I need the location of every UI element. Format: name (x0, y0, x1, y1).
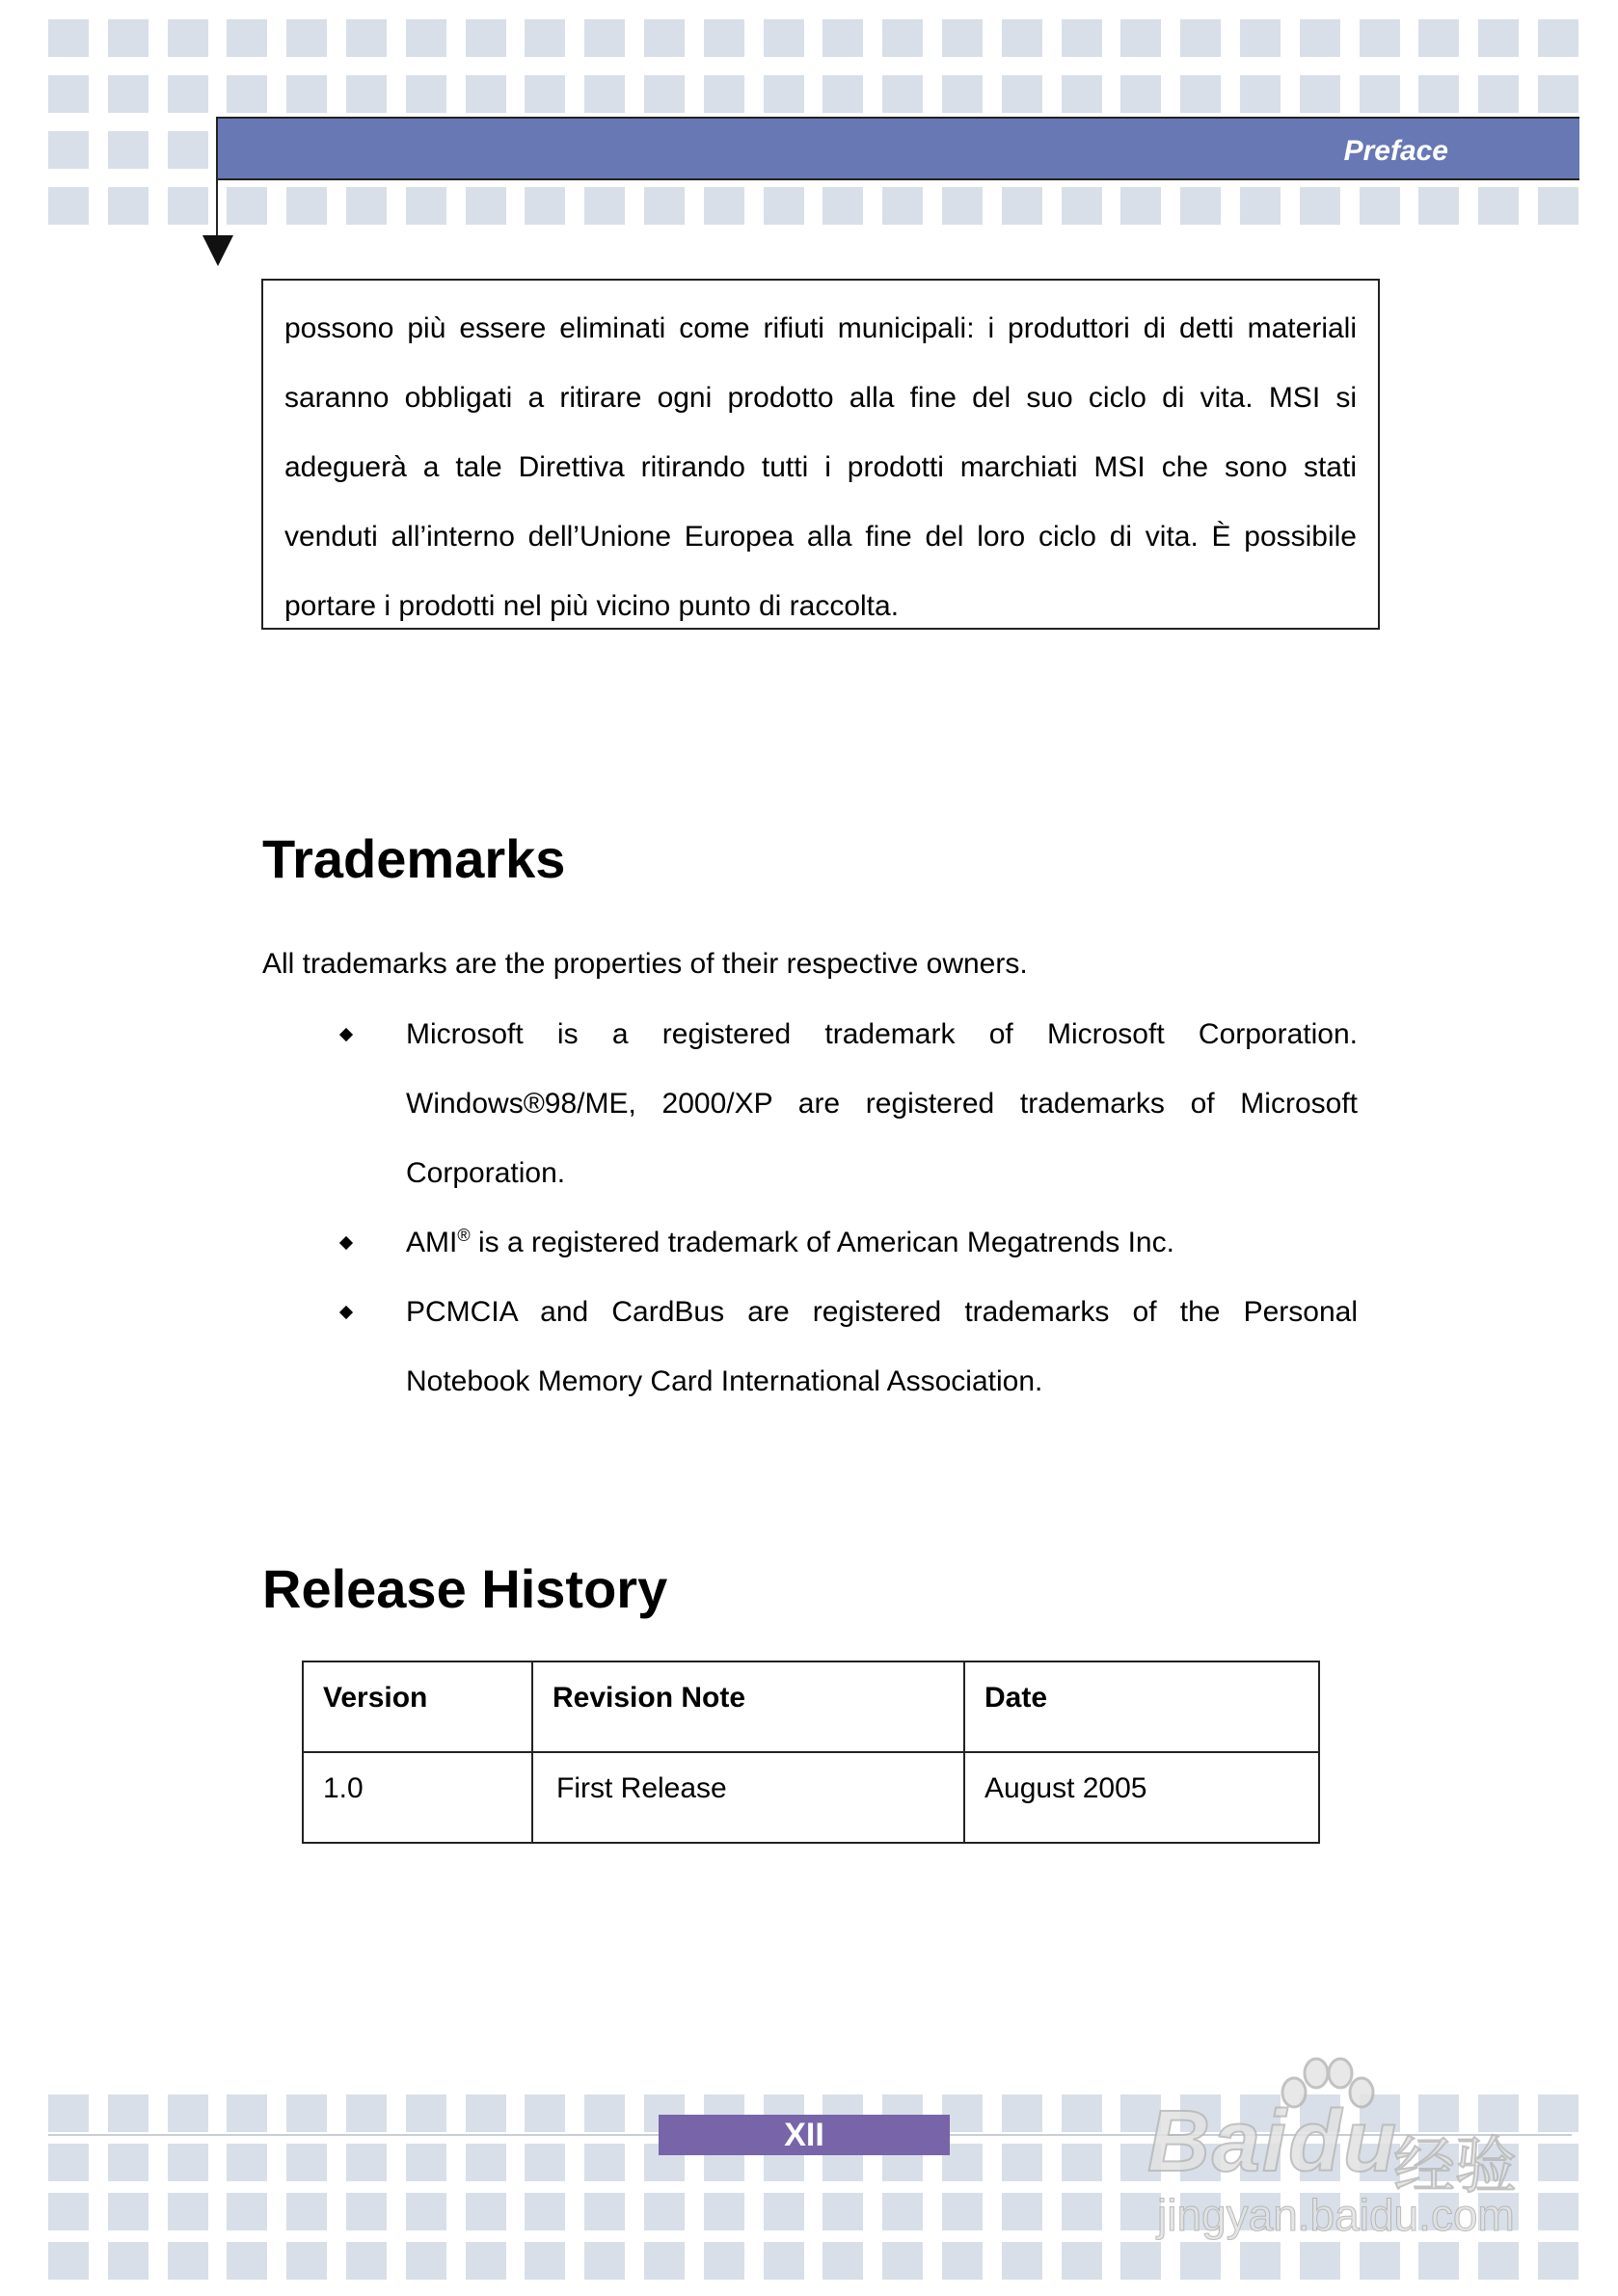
decor-tile (168, 2144, 208, 2181)
decor-tile (1240, 19, 1281, 57)
decor-tile (466, 2094, 506, 2132)
decor-tile (1240, 187, 1281, 225)
decor-tile (286, 2193, 327, 2230)
decor-tile (286, 75, 327, 113)
decor-tile (227, 19, 267, 57)
decor-tile (1538, 2193, 1578, 2230)
decor-tile (1062, 2094, 1102, 2132)
decor-tile (168, 187, 208, 225)
decor-tile (822, 75, 863, 113)
decor-tile (584, 187, 625, 225)
decor-tile (1418, 75, 1459, 113)
decor-tile (346, 2193, 387, 2230)
column-header-version: Version (303, 1661, 532, 1752)
decor-tile (1062, 2144, 1102, 2181)
decor-tile (1062, 2193, 1102, 2230)
decor-tile (1062, 187, 1102, 225)
decor-tile (882, 75, 923, 113)
trademark-ami: is a registered trademark of American Megatrends Inc. (470, 1227, 1174, 1258)
decor-tile (48, 75, 89, 113)
decor-tile (525, 187, 565, 225)
baidu-jingyan-watermark (1147, 2073, 1543, 2240)
decor-tile (704, 75, 744, 113)
decor-tile (1538, 2144, 1578, 2181)
diamond-bullet-icon (339, 1236, 353, 1250)
decor-tile (644, 19, 685, 57)
decor-tile (406, 2242, 446, 2280)
decor-tile (227, 187, 267, 225)
decor-tile (286, 19, 327, 57)
trademark-microsoft: Microsoft is a registered trademark of Microsoft Corporation. Windows®98/ME, 2000/XP are registered trademarks of Microsoft Corporation. (406, 1018, 1358, 1189)
decor-tile (48, 2242, 89, 2280)
watermark-brand-cn: 经验 (1393, 2131, 1517, 2201)
decor-tile (227, 2094, 267, 2132)
header-connector-line (216, 178, 218, 236)
release-history-table (302, 1661, 1320, 1844)
decor-tile (1120, 2242, 1161, 2280)
decor-tile (286, 2242, 327, 2280)
decor-tile (1002, 187, 1042, 225)
decor-tile (108, 2094, 148, 2132)
decor-tile (1360, 2242, 1400, 2280)
decor-tile (525, 2193, 565, 2230)
decor-tile (1180, 75, 1221, 113)
decor-tile (584, 2144, 625, 2181)
decor-tile (346, 187, 387, 225)
section-title-preface: Preface (1343, 135, 1448, 167)
decor-tile (1120, 75, 1161, 113)
decor-tile (1002, 2242, 1042, 2280)
decor-tile (584, 75, 625, 113)
decor-tile (882, 2242, 923, 2280)
decor-tile (108, 2144, 148, 2181)
decor-tile (942, 75, 983, 113)
decor-tile (704, 19, 744, 57)
decor-tile (822, 2193, 863, 2230)
decor-tile (942, 187, 983, 225)
decor-tile (704, 2242, 744, 2280)
decor-tile (704, 2193, 744, 2230)
trademark-pcmcia: PCMCIA and CardBus are registered trademarks of the Personal Notebook Memory Card International Association. (406, 1296, 1358, 1397)
decor-tile (168, 131, 208, 169)
decor-tile (764, 2242, 804, 2280)
decor-tile (1478, 19, 1519, 57)
decor-tile (882, 19, 923, 57)
decor-tile (882, 187, 923, 225)
decor-tile (822, 2242, 863, 2280)
decor-tile (1360, 19, 1400, 57)
decor-tile (1180, 19, 1221, 57)
decor-tile (466, 2242, 506, 2280)
decor-tile (704, 187, 744, 225)
decor-tile (764, 75, 804, 113)
decor-tile (1538, 19, 1578, 57)
watermark-domain: jingyan.baidu.com (1157, 2190, 1515, 2240)
list-item (262, 1208, 1358, 1278)
decor-tile (1062, 19, 1102, 57)
decor-tile (286, 187, 327, 225)
decor-tile (1120, 187, 1161, 225)
watermark-brand-bai: Bai (1147, 2093, 1289, 2190)
decor-tile (1240, 2242, 1281, 2280)
decor-tile (1120, 19, 1161, 57)
decor-tile (644, 2242, 685, 2280)
list-item (262, 1000, 1358, 1208)
decor-tile (525, 2242, 565, 2280)
decor-tile (48, 187, 89, 225)
decor-tile (822, 187, 863, 225)
decor-tile (764, 19, 804, 57)
decor-tile (1418, 19, 1459, 57)
decor-tile (406, 2193, 446, 2230)
decor-tile (108, 131, 148, 169)
decor-tile (346, 2144, 387, 2181)
decor-tile (227, 2193, 267, 2230)
decor-tile (108, 19, 148, 57)
decor-tile (1180, 187, 1221, 225)
decor-tile (1180, 2242, 1221, 2280)
decor-tile (1002, 75, 1042, 113)
decor-tile (466, 75, 506, 113)
decor-tile (1360, 75, 1400, 113)
decor-tile (466, 19, 506, 57)
decor-tile (1002, 19, 1042, 57)
decor-tile (1418, 187, 1459, 225)
decor-tile (48, 131, 89, 169)
decor-tile (644, 187, 685, 225)
decor-tile (1002, 2144, 1042, 2181)
decor-tile (108, 187, 148, 225)
decor-tile (168, 19, 208, 57)
decor-tile (227, 75, 267, 113)
decor-tile (1240, 75, 1281, 113)
decor-tile (346, 2094, 387, 2132)
decor-tile (584, 2242, 625, 2280)
decor-tile (346, 75, 387, 113)
release-history-heading: Release History (262, 1558, 668, 1619)
decor-tile (227, 2144, 267, 2181)
weee-notice-box (261, 279, 1380, 630)
watermark-brand (1147, 2093, 1398, 2192)
decor-tile (1062, 75, 1102, 113)
decor-tile (1538, 2242, 1578, 2280)
decor-tile (1300, 19, 1340, 57)
decor-tile (1478, 187, 1519, 225)
decor-tile (822, 19, 863, 57)
decor-tile (406, 19, 446, 57)
decor-tile (346, 19, 387, 57)
decor-tile (406, 2094, 446, 2132)
decor-tile (48, 2193, 89, 2230)
decor-tile (764, 2193, 804, 2230)
weee-notice-text: possono più essere eliminati come rifiuti municipali: i produttori di detti materiali saranno obbligati a ritirare ogni prodotto alla fine del suo ciclo di vita. MSI si adeguerà a tale Direttiva ritirando tutti i prodotti marchiati MSI che sono stati venduti all’interno dell’Unione Europea alla fine del loro ciclo di vita. È possibile portare i prodotti nel più vicino punto di raccolta. (284, 312, 1357, 622)
registered-mark: ® (457, 1226, 471, 1245)
decor-tile (48, 19, 89, 57)
decor-tile (406, 75, 446, 113)
decor-tile (525, 2094, 565, 2132)
decor-tile (1300, 2242, 1340, 2280)
decor-tile (406, 187, 446, 225)
decor-tile (1538, 187, 1578, 225)
trademarks-list (262, 1000, 1358, 1417)
decor-tile (525, 2144, 565, 2181)
page-number: XII (659, 2115, 950, 2155)
decor-tile (1002, 2094, 1042, 2132)
decor-tile (48, 2144, 89, 2181)
decor-tile (1538, 75, 1578, 113)
decor-tile (466, 2144, 506, 2181)
decor-tile (1538, 2094, 1578, 2132)
trademarks-heading: Trademarks (262, 828, 566, 889)
watermark-brand-du: du (1288, 2093, 1399, 2190)
decor-tile (286, 2094, 327, 2132)
trademark-ami-prefix: AMI (406, 1227, 458, 1258)
decor-tile (1360, 187, 1400, 225)
decor-tile (227, 2242, 267, 2280)
table-row (303, 1752, 1319, 1843)
decor-tile (168, 75, 208, 113)
decor-tile (644, 75, 685, 113)
decor-tile (1300, 187, 1340, 225)
cell-version: 1.0 (303, 1752, 532, 1843)
list-item (262, 1278, 1358, 1417)
decor-tile (168, 2242, 208, 2280)
decor-tile (1300, 75, 1340, 113)
decor-tile (1478, 2242, 1519, 2280)
decor-tile (1418, 2242, 1459, 2280)
decor-tile (942, 2193, 983, 2230)
decor-tile (466, 187, 506, 225)
decor-tile (584, 2094, 625, 2132)
decor-tile (584, 19, 625, 57)
decor-tile (48, 2094, 89, 2132)
down-arrow-icon (202, 235, 233, 266)
column-header-date: Date (964, 1661, 1319, 1752)
decor-tile (168, 2094, 208, 2132)
decor-tile (525, 19, 565, 57)
decor-tile (1002, 2193, 1042, 2230)
decor-tile (764, 187, 804, 225)
decor-tile (942, 2242, 983, 2280)
cell-revision-note: First Release (532, 1752, 964, 1843)
decor-tile (942, 19, 983, 57)
decor-tile (882, 2193, 923, 2230)
trademarks-intro: All trademarks are the properties of their respective owners. (262, 948, 1028, 980)
table-header-row (303, 1661, 1319, 1752)
diamond-bullet-icon (339, 1306, 353, 1319)
decor-tile (406, 2144, 446, 2181)
decor-tile (108, 75, 148, 113)
column-header-revision-note: Revision Note (532, 1661, 964, 1752)
decor-tile (584, 2193, 625, 2230)
section-header-band (216, 117, 1579, 180)
decor-tile (1062, 2242, 1102, 2280)
decor-tile (644, 2193, 685, 2230)
decor-tile (108, 2193, 148, 2230)
diamond-bullet-icon (339, 1028, 353, 1041)
decor-tile (346, 2242, 387, 2280)
decor-tile (286, 2144, 327, 2181)
cell-date: August 2005 (964, 1752, 1319, 1843)
decor-tile (525, 75, 565, 113)
decor-tile (466, 2193, 506, 2230)
decor-tile (1478, 75, 1519, 113)
decor-tile (108, 2242, 148, 2280)
decor-tile (168, 2193, 208, 2230)
